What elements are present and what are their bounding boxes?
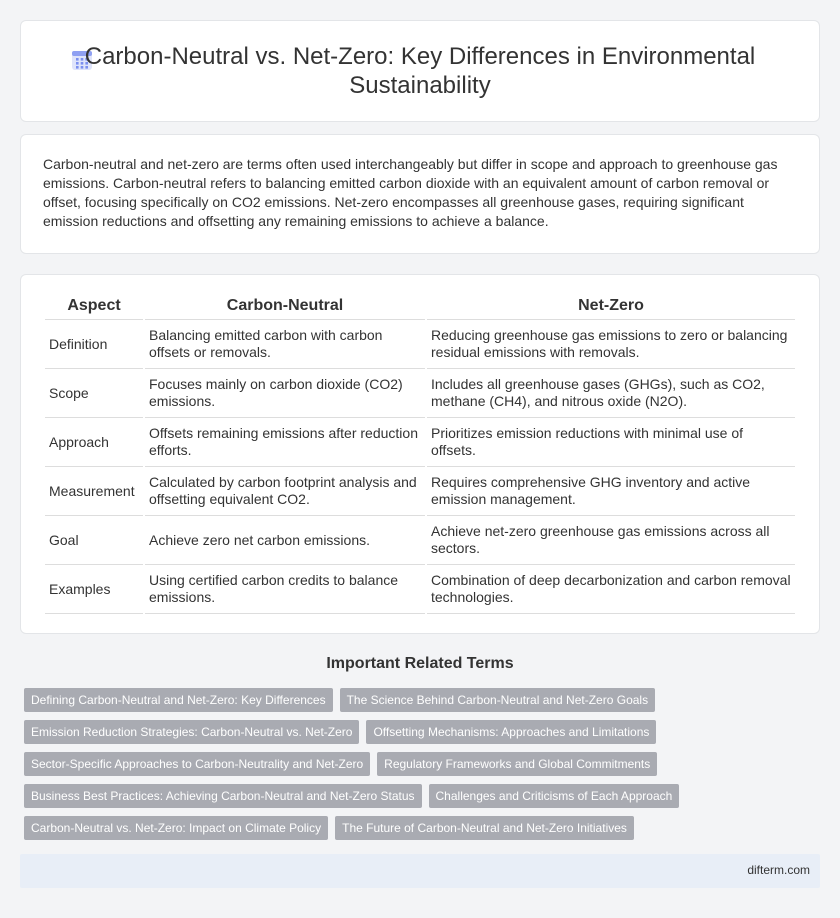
related-terms-list (24, 688, 804, 848)
related-term-link[interactable]: Offsetting Mechanisms: Approaches and Limitations (366, 720, 656, 744)
header-net-zero: Net-Zero (427, 295, 795, 320)
comparison-table-card (20, 274, 820, 634)
carbon-neutral-cell: Focuses mainly on carbon dioxide (CO2) emissions. (145, 369, 425, 418)
table-row (45, 467, 795, 516)
intro-paragraph: Carbon-neutral and net-zero are terms often used interchangeably but differ in scope and approach to greenhouse gas emissions. Carbon-neutral refers to balancing emitted carbon dioxide with an equivalent amount of carbon removal or offset, focusing specifically on CO2 emissions. Net-zero encompasses all greenhouse gases, requiring significant emission reductions and offsetting any remaining emissions to achieve a balance. (43, 156, 778, 229)
related-term-link[interactable]: Regulatory Frameworks and Global Commitments (377, 752, 657, 776)
header-card (20, 20, 820, 122)
carbon-neutral-cell: Balancing emitted carbon with carbon offsets or removals. (145, 320, 425, 369)
related-term-link[interactable]: Challenges and Criticisms of Each Approach (429, 784, 680, 808)
aspect-cell: Measurement (45, 467, 143, 516)
table-row (45, 320, 795, 369)
carbon-neutral-cell: Calculated by carbon footprint analysis and offsetting equivalent CO2. (145, 467, 425, 516)
aspect-cell: Goal (45, 516, 143, 565)
aspect-cell: Scope (45, 369, 143, 418)
table-header-row (45, 295, 795, 320)
table-row (45, 565, 795, 614)
footer (20, 854, 820, 888)
intro-card (20, 134, 820, 254)
carbon-neutral-cell: Offsets remaining emissions after reduction efforts. (145, 418, 425, 467)
related-term-link[interactable]: Sector-Specific Approaches to Carbon-Neutrality and Net-Zero (24, 752, 370, 776)
net-zero-cell: Prioritizes emission reductions with minimal use of offsets. (427, 418, 795, 467)
net-zero-cell: Includes all greenhouse gases (GHGs), such as CO2, methane (CH4), and nitrous oxide (N2O). (427, 369, 795, 418)
header-carbon-neutral: Carbon-Neutral (145, 295, 425, 320)
related-term-link[interactable]: Carbon-Neutral vs. Net-Zero: Impact on Climate Policy (24, 816, 328, 840)
comparison-table (43, 295, 797, 614)
header-aspect: Aspect (45, 295, 143, 320)
aspect-cell: Examples (45, 565, 143, 614)
footer-site-link[interactable]: difterm.com (747, 863, 810, 877)
related-terms-title: Important Related Terms (326, 655, 514, 672)
table-row (45, 516, 795, 565)
related-term-link[interactable]: Emission Reduction Strategies: Carbon-Neutral vs. Net-Zero (24, 720, 359, 744)
related-term-link[interactable]: Business Best Practices: Achieving Carbon-Neutral and Net-Zero Status (24, 784, 422, 808)
related-term-link[interactable]: Defining Carbon-Neutral and Net-Zero: Key Differences (24, 688, 333, 712)
net-zero-cell: Reducing greenhouse gas emissions to zero or balancing residual emissions with removals. (427, 320, 795, 369)
page-title: Carbon-Neutral vs. Net-Zero: Key Differences in Environmental Sustainability (84, 43, 756, 99)
table-row (45, 418, 795, 467)
aspect-cell: Definition (45, 320, 143, 369)
related-term-link[interactable]: The Science Behind Carbon-Neutral and Net-Zero Goals (340, 688, 656, 712)
net-zero-cell: Achieve net-zero greenhouse gas emissions across all sectors. (427, 516, 795, 565)
net-zero-cell: Combination of deep decarbonization and carbon removal technologies. (427, 565, 795, 614)
table-row (45, 369, 795, 418)
carbon-neutral-cell: Using certified carbon credits to balance emissions. (145, 565, 425, 614)
related-term-link[interactable]: The Future of Carbon-Neutral and Net-Zero Initiatives (335, 816, 634, 840)
aspect-cell: Approach (45, 418, 143, 467)
carbon-neutral-cell: Achieve zero net carbon emissions. (145, 516, 425, 565)
net-zero-cell: Requires comprehensive GHG inventory and active emission management. (427, 467, 795, 516)
